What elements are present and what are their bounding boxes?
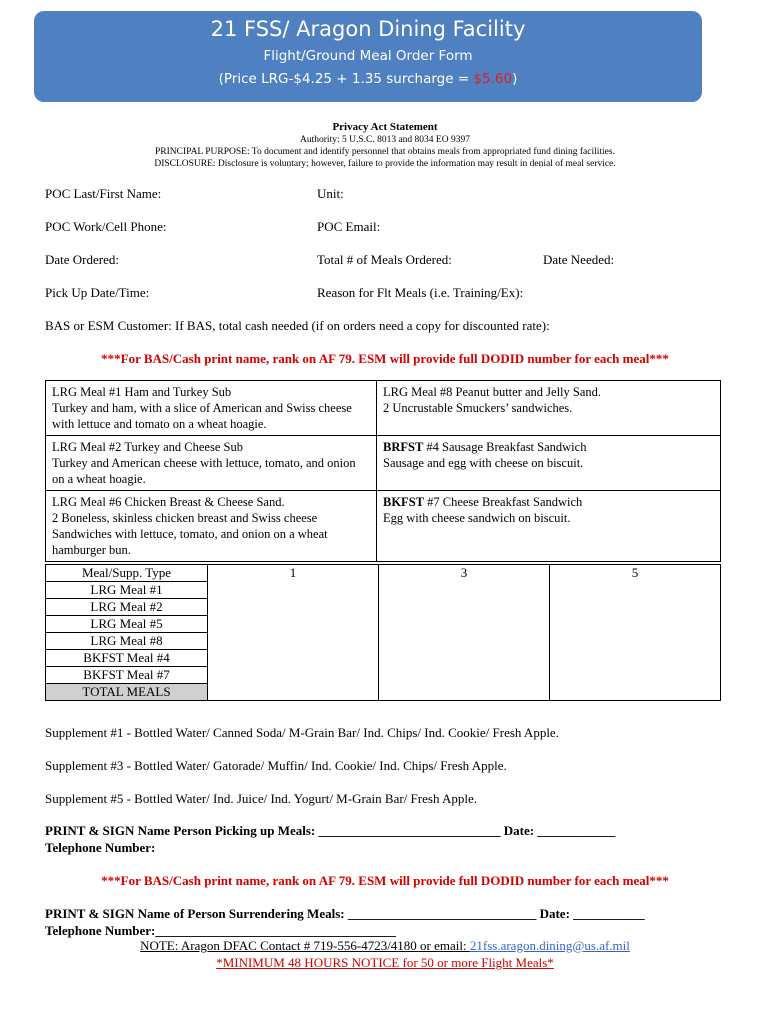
- order-row-bkfst7: BKFST Meal #7: [46, 667, 208, 684]
- privacy-purpose: PRINCIPAL PURPOSE: To document and identify personnel that obtains meals from appropriated fund dining facilities.: [155, 147, 615, 157]
- meal6-title: LRG Meal #6 Chicken Breast & Cheese Sand.: [52, 495, 285, 509]
- price-total: $5.60: [473, 71, 513, 87]
- bas-cash-notice-2: ***For BAS/Cash print name, rank on AF 79. ESM will provide full DODID number for each meal***: [101, 873, 669, 888]
- reason-field[interactable]: Reason for Flt Meals (i.e. Training/Ex):: [317, 285, 524, 300]
- pickup-datetime-field[interactable]: Pick Up Date/Time:: [45, 285, 150, 300]
- menu-cell-brk7: [377, 491, 721, 562]
- brk7-title-text: #7 Cheese Breakfast Sandwich: [424, 495, 583, 509]
- meal-order-table: [45, 564, 721, 701]
- meal8-desc: 2 Uncrustable Smuckers’ sandwiches.: [383, 401, 573, 415]
- order-row-lrg1: LRG Meal #1: [46, 582, 208, 599]
- price-prefix: (Price LRG-$4.25 + 1.35 surcharge =: [218, 71, 474, 87]
- form-header-banner: [34, 11, 702, 102]
- order-header-type: Meal/Supp. Type: [46, 565, 208, 582]
- brk4-title: [383, 439, 714, 455]
- unit-field[interactable]: Unit:: [317, 186, 344, 201]
- brk4-bold: BRFST: [383, 440, 424, 454]
- form-subtitle: Flight/Ground Meal Order Form: [263, 48, 473, 64]
- order-row-lrg5: LRG Meal #5: [46, 616, 208, 633]
- menu-cell-lrg1: [46, 381, 377, 436]
- supplement-5: Supplement #5 - Bottled Water/ Ind. Juice/ Ind. Yogurt/ M-Grain Bar/ Fresh Apple.: [45, 791, 477, 806]
- date-ordered-field[interactable]: Date Ordered:: [45, 252, 119, 267]
- privacy-disclosure: DISCLOSURE: Disclosure is voluntary; however, failure to provide the information may result in denial of meal service.: [154, 159, 616, 169]
- order-row-bkfst4: BKFST Meal #4: [46, 650, 208, 667]
- meal1-title: LRG Meal #1 Ham and Turkey Sub: [52, 385, 232, 399]
- order-row-lrg2: LRG Meal #2: [46, 599, 208, 616]
- contact-line: [0, 937, 770, 954]
- date-needed-field[interactable]: Date Needed:: [543, 252, 615, 267]
- order-col-1[interactable]: 1: [208, 565, 379, 701]
- supplement-3: Supplement #3 - Bottled Water/ Gatorade/ Muffin/ Ind. Cookie/ Ind. Chips/ Fresh Apple.: [45, 758, 507, 773]
- contact-block: [0, 937, 770, 971]
- supplement-1: Supplement #1 - Bottled Water/ Canned Soda/ M-Grain Bar/ Ind. Chips/ Ind. Cookie/ Fresh Apple.: [45, 725, 559, 740]
- meal2-desc: Turkey and American cheese with lettuce, tomato, and onion on a wheat hoagie.: [52, 456, 356, 486]
- price-line: [34, 71, 702, 87]
- pickup-signature-block: [45, 822, 615, 856]
- brk4-desc: Sausage and egg with cheese on biscuit.: [383, 456, 584, 470]
- total-meals-field[interactable]: Total # of Meals Ordered:: [317, 252, 452, 267]
- pickup-phone-line[interactable]: Telephone Number:: [45, 840, 156, 855]
- meal1-desc: Turkey and ham, with a slice of American and Swiss cheese with lettuce and tomato on a wheat hoagie.: [52, 401, 352, 431]
- form-title: 21 FSS/ Aragon Dining Facility: [210, 17, 526, 41]
- brk7-desc: Egg with cheese sandwich on biscuit.: [383, 511, 571, 525]
- contact-text: NOTE: Aragon DFAC Contact # 719-556-4723/4180 or email:: [140, 938, 470, 953]
- order-row-lrg8: LRG Meal #8: [46, 633, 208, 650]
- poc-phone-field[interactable]: POC Work/Cell Phone:: [45, 219, 167, 234]
- poc-email-field[interactable]: POC Email:: [317, 219, 381, 234]
- menu-cell-lrg8: [377, 381, 721, 436]
- surrender-sign-line[interactable]: PRINT & SIGN Name of Person Surrendering Meals: _____________________________ Date: ___________: [45, 906, 645, 921]
- minimum-notice: *MINIMUM 48 HOURS NOTICE for 50 or more Flight Meals*: [216, 955, 554, 970]
- brk7-bold: BKFST: [383, 495, 424, 509]
- poc-name-field[interactable]: POC Last/First Name:: [45, 186, 162, 201]
- order-row-total: TOTAL MEALS: [46, 684, 208, 701]
- brk7-title: [383, 494, 714, 510]
- menu-cell-brk4: [377, 436, 721, 491]
- menu-cell-lrg2: [46, 436, 377, 491]
- menu-table: [45, 380, 721, 562]
- brk4-title-text: #4 Sausage Breakfast Sandwich: [423, 440, 587, 454]
- contact-email-link[interactable]: 21fss.aragon.dining@us.af.mil: [469, 938, 630, 953]
- meal2-title: LRG Meal #2 Turkey and Cheese Sub: [52, 440, 243, 454]
- bas-cash-notice: ***For BAS/Cash print name, rank on AF 79. ESM will provide full DODID number for each meal***: [101, 351, 669, 366]
- meal8-title: LRG Meal #8 Peanut butter and Jelly Sand.: [383, 385, 602, 399]
- order-col-5[interactable]: 5: [550, 565, 721, 701]
- order-col-3[interactable]: 3: [379, 565, 550, 701]
- meal6-desc: 2 Boneless, skinless chicken breast and Swiss cheese Sandwiches with lettuce, tomato, and onion on a wheat hamburger bun.: [52, 511, 328, 557]
- privacy-heading: Privacy Act Statement: [332, 121, 438, 133]
- surrender-phone-line[interactable]: Telephone Number:_____________________________________: [45, 923, 396, 938]
- privacy-authority: Authority: 5 U.S.C. 8013 and 8034 EO 9397: [300, 135, 470, 145]
- bas-esm-field[interactable]: BAS or ESM Customer: If BAS, total cash needed (if on orders need a copy for discounted rate):: [45, 318, 550, 333]
- privacy-act-statement: [0, 121, 770, 170]
- price-suffix: ): [512, 71, 518, 87]
- menu-cell-lrg6: [46, 491, 377, 562]
- surrender-signature-block: [45, 905, 645, 939]
- pickup-sign-line[interactable]: PRINT & SIGN Name Person Picking up Meals: ____________________________ Date: ____________: [45, 823, 616, 838]
